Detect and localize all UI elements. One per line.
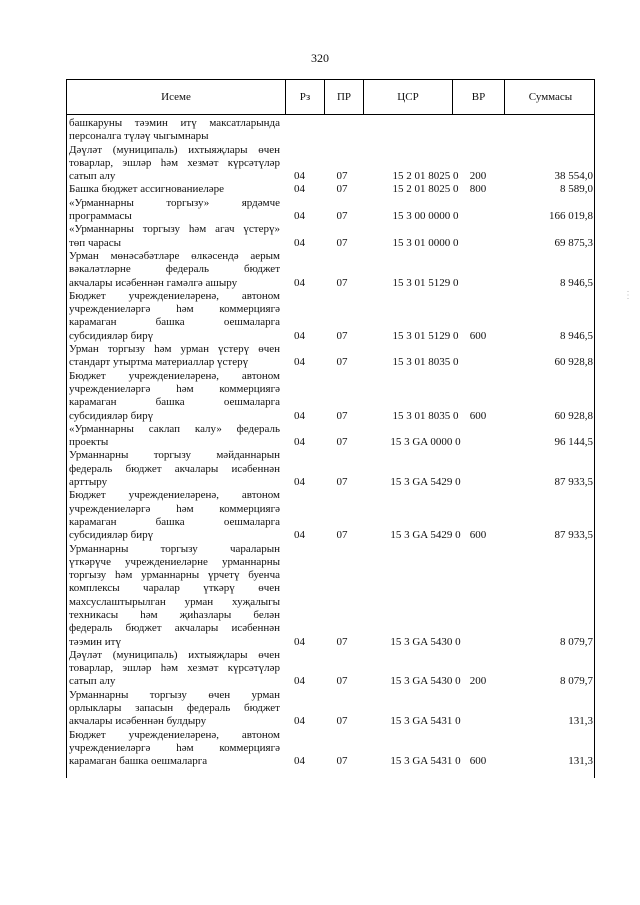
row-name — [67, 489, 280, 542]
header-vr: ВР — [452, 80, 504, 114]
table-row — [67, 144, 596, 184]
row-sum: 131,3 — [568, 755, 593, 768]
row-name-line: сатып алу — [69, 675, 116, 688]
row-rz: 04 — [294, 170, 305, 183]
row-csr: 15 3 GA 0000 0 — [390, 436, 461, 449]
row-sum: 87 933,5 — [554, 529, 593, 542]
row-name-line: комплексы чаралар үткәрү өчен — [69, 582, 280, 595]
row-name-line: арттыру — [69, 476, 108, 489]
row-csr: 15 3 00 0000 0 — [392, 210, 459, 223]
row-name-line: Бюджет учреждениеләренә, автоном — [69, 289, 280, 302]
row-name — [67, 290, 280, 343]
row-name — [67, 144, 280, 184]
row-name-line: субсидияләр бирү — [69, 329, 154, 342]
row-sum: 8 946,5 — [560, 276, 593, 289]
row-rz: 04 — [294, 755, 305, 768]
table-row — [67, 449, 596, 489]
row-name — [67, 343, 280, 370]
row-rz: 04 — [294, 635, 305, 648]
row-pr: 07 — [336, 210, 348, 223]
row-name-line: Урман мөнәсәбәтләре өлкәсендә аерым — [69, 249, 280, 262]
row-rz: 04 — [294, 436, 305, 449]
row-name-line: карамаган башка оешмаларга — [69, 316, 280, 329]
row-csr: 15 3 01 8035 0 — [392, 356, 459, 369]
row-csr: 15 2 01 8025 0 — [392, 183, 459, 196]
row-csr: 15 3 GA 5430 0 — [390, 635, 461, 648]
row-name-line: федераль бюджет акчалары исәбеннән — [69, 622, 280, 635]
row-name-line: махсуслаштырылган урман хуҗалыгы — [69, 595, 280, 608]
row-csr: 15 3 GA 5429 0 — [390, 476, 461, 489]
row-name-line: субсидияләр бирү — [69, 529, 154, 542]
table-row — [67, 223, 596, 250]
row-pr: 07 — [336, 436, 348, 449]
row-name-line: карамаган башка оешмаларга — [69, 396, 280, 409]
row-name-line: Дәүләт (муниципаль) ихтыяҗлары өчен — [69, 648, 280, 661]
table-row — [67, 543, 596, 649]
row-name-line: вәкаләтләрне федераль бюджет — [69, 263, 280, 276]
row-name — [67, 197, 280, 224]
header-pr: ПР — [324, 80, 363, 114]
row-vr: 600 — [469, 529, 487, 542]
row-name-line: төп чарасы — [69, 236, 122, 249]
row-name — [67, 543, 280, 649]
row-name — [67, 183, 280, 196]
row-sum: 8 946,5 — [560, 329, 593, 342]
row-rz: 04 — [294, 529, 305, 542]
row-csr: 15 3 01 8035 0 — [392, 409, 459, 422]
row-name — [67, 449, 280, 489]
row-name-line: программасы — [69, 210, 132, 223]
row-csr: 15 3 GA 5431 0 — [390, 755, 461, 768]
row-vr: 600 — [469, 755, 487, 768]
table-row — [67, 117, 596, 144]
page-number: 320 — [311, 51, 329, 65]
row-sum: 38 554,0 — [554, 170, 593, 183]
row-name-line: учреждениеләргә һәм коммерциягә — [69, 502, 280, 515]
row-pr: 07 — [336, 236, 348, 249]
row-name-line: персоналга түләү чыгымнары — [69, 130, 209, 143]
row-name — [67, 370, 280, 423]
row-name-line: техникасы һәм җиһазлары белән — [69, 608, 280, 621]
row-pr: 07 — [336, 675, 348, 688]
row-sum: 60 928,8 — [554, 409, 593, 422]
row-name-line: стандарт утыртма материаллар үстерү — [69, 356, 249, 369]
row-name-line: учреждениеләргә һәм коммерциягә — [69, 303, 280, 316]
row-name-line: акчалары исәбеннән гамәлгә ашыру — [69, 276, 238, 289]
table-row — [67, 250, 596, 290]
table-row — [67, 423, 596, 450]
row-name-line: Урманнарны торгызу мәйданнарын — [69, 449, 280, 462]
row-name — [67, 423, 280, 450]
row-pr: 07 — [336, 276, 348, 289]
row-name-line: торгызу һәм урманнарны үрчетү буенча — [69, 569, 280, 582]
table-row — [67, 489, 596, 542]
row-csr: 15 3 GA 5431 0 — [390, 715, 461, 728]
row-name-line: сатып алу — [69, 170, 116, 183]
row-name-line: орлыклары запасын федераль бюджет — [69, 702, 280, 715]
table-row — [67, 183, 596, 196]
row-name-line: карамаган башка оешмаларга — [69, 755, 208, 768]
row-csr: 15 2 01 8025 0 — [392, 170, 459, 183]
table-row — [67, 343, 596, 370]
row-vr: 600 — [469, 329, 487, 342]
row-name-line: башкаруны тәэмин итү максатларында — [69, 117, 280, 129]
row-name-line: «Урманнарны саклап калу» федераль — [69, 422, 280, 435]
row-rz: 04 — [294, 183, 305, 196]
row-vr: 200 — [469, 675, 487, 688]
row-name-line: Урман торгызу һәм урман үстерү өчен — [69, 343, 280, 356]
row-name-line: Бюджет учреждениеләренә, автоном — [69, 728, 280, 741]
header-name: Исеме — [161, 91, 191, 103]
row-sum: 8 079,7 — [560, 635, 593, 648]
row-name-line: Урманнарны торгызу өчен урман — [69, 688, 280, 701]
row-csr: 15 3 01 5129 0 — [392, 276, 459, 289]
row-rz: 04 — [294, 236, 305, 249]
row-csr: 15 3 01 5129 0 — [392, 329, 459, 342]
row-name-line: учреждениеләргә һәм коммерциягә — [69, 741, 280, 754]
row-name-line: товарлар, эшләр һәм хезмәт күрсәтүләр — [69, 662, 280, 675]
row-sum: 131,3 — [568, 715, 593, 728]
row-name — [67, 649, 280, 689]
row-name-line: тәэмин итү — [69, 635, 121, 648]
table-body — [67, 117, 596, 769]
row-pr: 07 — [336, 529, 348, 542]
row-sum: 96 144,5 — [554, 436, 593, 449]
row-pr: 07 — [336, 755, 348, 768]
row-name-line: товарлар, эшләр һәм хезмәт күрсәтүләр — [69, 156, 280, 169]
row-csr: 15 3 GA 5429 0 — [390, 529, 461, 542]
row-pr: 07 — [336, 183, 348, 196]
row-rz: 04 — [294, 276, 305, 289]
row-pr: 07 — [336, 476, 348, 489]
row-sum: 69 875,3 — [554, 236, 593, 249]
row-rz: 04 — [294, 675, 305, 688]
row-name-line: Бюджет учреждениеләренә, автоном — [69, 369, 280, 382]
row-name-line: «Урманнарны торгызу» ярдәмче — [69, 196, 280, 209]
row-name-line: проекты — [69, 436, 109, 449]
row-sum: 8 589,0 — [560, 183, 593, 196]
row-name — [67, 250, 280, 290]
table-row — [67, 197, 596, 224]
table-row — [67, 689, 596, 729]
row-rz: 04 — [294, 476, 305, 489]
row-pr: 07 — [336, 329, 348, 342]
margin-mark: ⋮ — [623, 290, 633, 301]
row-rz: 04 — [294, 409, 305, 422]
row-vr: 600 — [469, 409, 487, 422]
row-vr: 800 — [469, 183, 487, 196]
row-sum: 8 079,7 — [560, 675, 593, 688]
table-header — [66, 79, 595, 115]
table-row — [67, 290, 596, 343]
row-sum: 166 019,8 — [549, 210, 593, 223]
table-row — [67, 649, 596, 689]
row-sum: 60 928,8 — [554, 356, 593, 369]
row-name — [67, 689, 280, 729]
header-rz: Рз — [285, 80, 324, 114]
row-name — [67, 223, 280, 250]
row-rz: 04 — [294, 356, 305, 369]
row-pr: 07 — [336, 409, 348, 422]
row-csr: 15 3 01 0000 0 — [392, 236, 459, 249]
row-pr: 07 — [336, 635, 348, 648]
row-pr: 07 — [336, 356, 348, 369]
row-name — [67, 117, 280, 144]
row-sum: 87 933,5 — [554, 476, 593, 489]
header-csr: ЦСР — [363, 80, 452, 114]
row-name-line: Бюджет учреждениеләренә, автоном — [69, 489, 280, 502]
row-pr: 07 — [336, 715, 348, 728]
row-name-line: учреждениеләргә һәм коммерциягә — [69, 382, 280, 395]
row-name-line: федераль бюджет акчалары исәбеннән — [69, 462, 280, 475]
row-name-line: Урманнарны торгызу чараларын — [69, 542, 280, 555]
table-row — [67, 729, 596, 769]
row-name-line: Башка бюджет ассигнованиеләре — [69, 183, 224, 196]
row-rz: 04 — [294, 715, 305, 728]
row-rz: 04 — [294, 210, 305, 223]
row-name-line: карамаган башка оешмаларга — [69, 515, 280, 528]
row-name-line: Дәүләт (муниципаль) ихтыяҗлары өчен — [69, 143, 280, 156]
row-name-line: «Урманнарны торгызу һәм агач үстерү» — [69, 223, 280, 236]
row-pr: 07 — [336, 170, 348, 183]
row-csr: 15 3 GA 5430 0 — [390, 675, 461, 688]
row-name-line: үткәрүче учреждениеләрне урманнарны — [69, 555, 280, 568]
row-vr: 200 — [469, 170, 487, 183]
row-name — [67, 729, 280, 769]
row-name-line: субсидияләр бирү — [69, 409, 154, 422]
row-name-line: акчалары исәбеннән булдыру — [69, 715, 207, 728]
row-rz: 04 — [294, 329, 305, 342]
header-sum: Суммасы — [504, 80, 596, 114]
table-row — [67, 370, 596, 423]
